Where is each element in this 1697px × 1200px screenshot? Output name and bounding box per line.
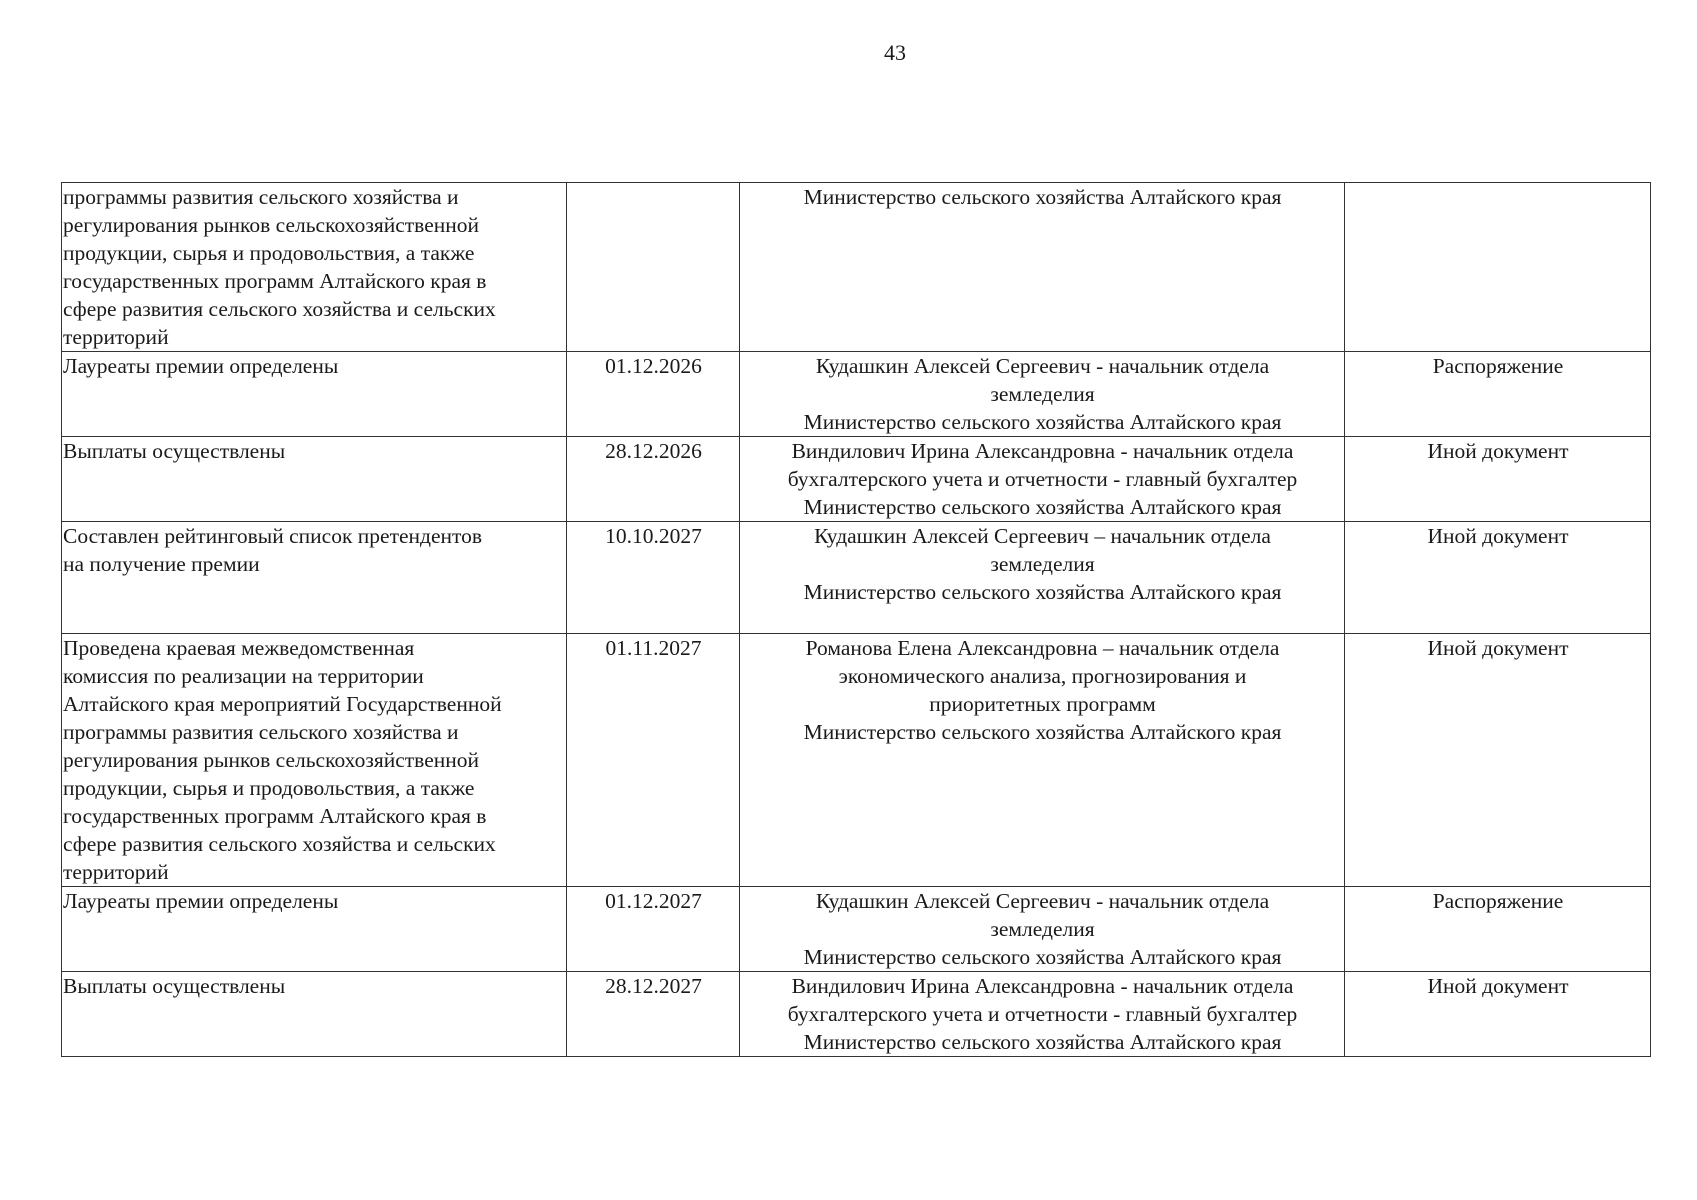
event-cell: Выплаты осуществлены bbox=[62, 972, 567, 1057]
table-row bbox=[62, 887, 1651, 972]
page-number: 43 bbox=[884, 40, 906, 65]
table-row bbox=[62, 352, 1651, 437]
document-type-cell: Иной документ bbox=[1345, 522, 1651, 634]
date-cell: 01.12.2026 bbox=[567, 352, 740, 437]
document-type-cell: Иной документ bbox=[1345, 437, 1651, 522]
responsible-cell: Кудашкин Алексей Сергеевич - начальник отдела земледелия Министерство сельского хозяйства Алтайского края bbox=[740, 352, 1345, 437]
responsible-cell: Министерство сельского хозяйства Алтайского края bbox=[740, 183, 1345, 352]
date-cell: 28.12.2026 bbox=[567, 437, 740, 522]
date-cell: 01.11.2027 bbox=[567, 634, 740, 887]
event-cell: Проведена краевая межведомственная комиссия по реализации на территории Алтайского края мероприятий Государственной программы развития сельского хозяйства и регулирования рынков сельскохозяйственной продукции, сырья и продовольствия, а также государственных программ Алтайского края в сфере развития сельского хозяйства и сельских территорий bbox=[62, 634, 567, 887]
event-cell: Лауреаты премии определены bbox=[62, 887, 567, 972]
document-type-cell: Распоряжение bbox=[1345, 352, 1651, 437]
document-type-cell: Распоряжение bbox=[1345, 887, 1651, 972]
responsible-cell: Виндилович Ирина Александровна - начальник отдела бухгалтерского учета и отчетности - главный бухгалтер Министерство сельского хозяйства Алтайского края bbox=[740, 972, 1345, 1057]
responsible-cell: Виндилович Ирина Александровна - начальник отдела бухгалтерского учета и отчетности - главный бухгалтер Министерство сельского хозяйства Алтайского края bbox=[740, 437, 1345, 522]
date-cell: 28.12.2027 bbox=[567, 972, 740, 1057]
document-type-cell bbox=[1345, 183, 1651, 352]
date-cell: 01.12.2027 bbox=[567, 887, 740, 972]
responsible-cell: Кудашкин Алексей Сергеевич – начальник отдела земледелия Министерство сельского хозяйства Алтайского края bbox=[740, 522, 1345, 634]
event-cell: программы развития сельского хозяйства и регулирования рынков сельскохозяйственной продукции, сырья и продовольствия, а также государственных программ Алтайского края в сфере развития сельского хозяйства и сельских территорий bbox=[62, 183, 567, 352]
document-type-cell: Иной документ bbox=[1345, 634, 1651, 887]
date-cell: 10.10.2027 bbox=[567, 522, 740, 634]
event-cell: Лауреаты премии определены bbox=[62, 352, 567, 437]
date-cell bbox=[567, 183, 740, 352]
schedule-table bbox=[61, 182, 1651, 1057]
event-cell: Составлен рейтинговый список претендентов на получение премии bbox=[62, 522, 567, 634]
table-row bbox=[62, 522, 1651, 634]
document-type-cell: Иной документ bbox=[1345, 972, 1651, 1057]
event-cell: Выплаты осуществлены bbox=[62, 437, 567, 522]
responsible-cell: Романова Елена Александровна – начальник отдела экономического анализа, прогнозирования и приоритетных программ Министерство сельского хозяйства Алтайского края bbox=[740, 634, 1345, 887]
responsible-cell: Кудашкин Алексей Сергеевич - начальник отдела земледелия Министерство сельского хозяйства Алтайского края bbox=[740, 887, 1345, 972]
table-row bbox=[62, 183, 1651, 352]
table-row bbox=[62, 972, 1651, 1057]
table-row bbox=[62, 634, 1651, 887]
table-row bbox=[62, 437, 1651, 522]
